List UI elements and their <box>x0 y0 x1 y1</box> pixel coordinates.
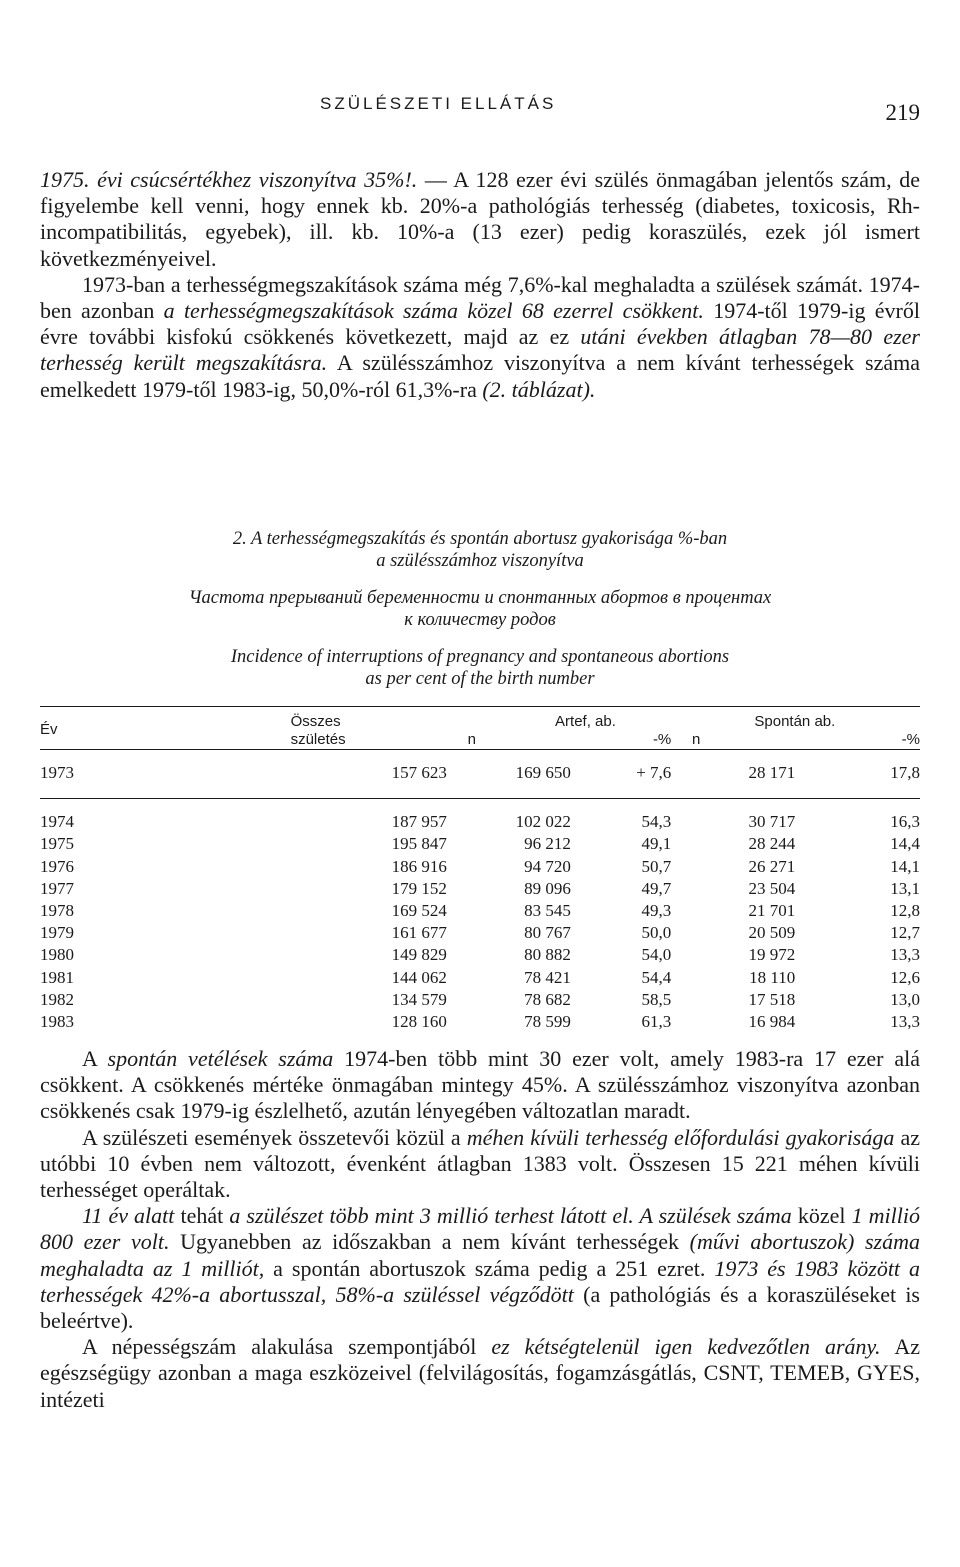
cell-spontan-n: 17 518 <box>748 989 796 1009</box>
cell-artef-n: 80 767 <box>524 923 571 943</box>
cell-spontan-n: 28 244 <box>748 834 796 854</box>
cell-spontan-n: 28 171 <box>671 750 795 799</box>
cell-spontan-n: 30 717 <box>671 799 795 834</box>
caption-hungarian-line-1: 2. A terhességmegszakítás és spontán abortusz gyakorisága %-ban <box>232 529 728 549</box>
text-run: Ugyanebben az időszakban a nem kívánt terhességek <box>169 1229 690 1255</box>
paragraph-4 <box>40 1125 920 1204</box>
text-run: (a pathológiás és a koraszüléseket is beleértve). <box>40 1281 920 1334</box>
intro-text <box>40 167 920 403</box>
caption-russian-line-2: к количеству родов <box>404 610 556 630</box>
cell-artef-pct: 50,7 <box>641 856 672 876</box>
births-label-1: Összes <box>290 713 341 730</box>
cell-year: 1975 <box>40 834 74 854</box>
text-run: 1974-től 1979-ig évről évre további kisfokú csökkenés következett, majd az ez <box>40 298 920 350</box>
table-row-1973 <box>40 750 920 799</box>
cell-spontan-pct: 13,3 <box>890 1012 920 1032</box>
cell-artef-n: 89 096 <box>524 878 571 898</box>
table-row <box>40 799 920 834</box>
cell-artef-n: 78 421 <box>524 967 571 987</box>
cell-spontan-pct: 14,1 <box>890 856 920 876</box>
running-title: SZÜLÉSZETI ELLÁTÁS <box>320 94 557 113</box>
cell-artef-n: 78 599 <box>524 1012 571 1032</box>
cell-artef-pct: 54,3 <box>571 799 671 834</box>
cell-artef-pct: 49,7 <box>641 878 672 898</box>
emphasis: utáni években átlagban 78—80 ezer terhesség került megszakításra. <box>40 324 920 376</box>
paragraph-1 <box>40 167 920 272</box>
text-run: 1974-ben több mint 30 ezer volt, amely 1983-ra 17 ezer alá csökkent. A csökkenés mértéke önmagában mintegy 45%. A szülésszámhoz viszonyítva azonban csökkenés csak 1979-ig észlelhető, azután lényegében változatlan maradt. <box>40 1046 920 1124</box>
emphasis: a szülészet több mint 3 millió terhest látott el. A szülések száma <box>229 1203 792 1229</box>
paragraph-2 <box>40 272 920 403</box>
emphasis: (művi abortuszok) száma meghaladta az 1 milliót, <box>40 1229 920 1281</box>
cell-artef-n: 102 022 <box>447 799 571 834</box>
cell-year: 1982 <box>40 989 74 1009</box>
table-row <box>40 922 920 944</box>
table-caption <box>40 528 920 690</box>
cell-artef-n: 169 650 <box>447 750 571 799</box>
cell-artef-n: 83 545 <box>524 901 571 921</box>
emphasis: méhen kívüli terhesség előfordulási gyakorisága <box>466 1124 895 1150</box>
births-label-2: születés <box>290 731 346 748</box>
cell-spontan-n: 19 972 <box>748 945 796 965</box>
cell-spontan-n: 20 509 <box>748 923 796 943</box>
cell-spontan-pct: 12,7 <box>890 923 920 943</box>
emphasis: 1975. évi csúcsértékhez viszonyítva 35%!. <box>40 167 418 192</box>
caption-russian-line-1: Частота прерываний беременности и спонтанных абортов в процентах <box>188 588 772 608</box>
cell-year: 1976 <box>40 856 74 876</box>
paragraph-3 <box>40 1046 920 1125</box>
paragraph-6 <box>40 1334 920 1413</box>
cell-spontan-n: 23 504 <box>748 878 796 898</box>
cell-artef-n: 78 682 <box>524 989 571 1009</box>
cell-births: 161 677 <box>391 923 447 943</box>
cell-artef-n: 80 882 <box>524 945 571 965</box>
table-header-row <box>40 707 920 750</box>
text-run: tehát <box>174 1203 230 1229</box>
cell-births: 187 957 <box>111 799 447 834</box>
artef-n-label: n <box>467 731 476 748</box>
column-header-artef-n <box>447 707 616 750</box>
cell-births: 134 579 <box>391 989 447 1009</box>
column-header-year: Év <box>40 707 111 750</box>
table-row <box>40 967 920 989</box>
cell-births: 128 160 <box>391 1012 447 1032</box>
cell-artef-pct: 49,1 <box>641 834 672 854</box>
spontan-n-label: n <box>691 731 701 748</box>
cell-births: 157 623 <box>111 750 447 799</box>
text-run: A szülésszámhoz viszonyítva a nem kívánt terhességek száma emelkedett 1979-től 1983-ig, 50,0%-ról 61,3%-ra <box>40 350 920 402</box>
cell-births: 186 916 <box>391 856 447 876</box>
caption-hungarian-line-2: a szülésszámhoz viszonyítva <box>376 551 584 571</box>
emphasis: 1973 és 1983 között a terhességek 42%-a abortusszal, 58%-a szüléssel végződött <box>40 1255 920 1307</box>
emphasis: a terhességmegszakítások száma közel 68 ezerrel csökkent. <box>163 298 704 324</box>
cell-births: 195 847 <box>391 834 447 854</box>
table-row <box>40 878 920 900</box>
emphasis: 11 év alatt <box>82 1203 175 1229</box>
table-row <box>40 900 920 922</box>
cell-artef-n: 94 720 <box>524 856 571 876</box>
cell-year: 1981 <box>40 967 74 987</box>
cell-year: 1973 <box>40 750 111 799</box>
cell-spontan-n: 21 701 <box>748 901 796 921</box>
cell-artef-pct: 49,3 <box>641 901 672 921</box>
book-page <box>40 0 920 1567</box>
data-table <box>40 706 920 1033</box>
text-run: a spontán abortuszok száma pedig a 251 ezret. <box>264 1255 715 1281</box>
cell-spontan-pct: 16,3 <box>795 799 920 834</box>
cell-artef-pct: 54,0 <box>641 945 672 965</box>
page-number: 219 <box>885 100 920 125</box>
text-run: A szülészeti események összetevői közül a <box>82 1124 467 1150</box>
emphasis: spontán vetélések száma <box>107 1046 334 1071</box>
artef-label: Artef, ab. <box>555 713 616 730</box>
text-run: az utóbbi 10 évben nem változott, évenként átlagban 1383 volt. Összesen 15 221 méhen kívüli terhességet operáltak. <box>40 1124 920 1203</box>
text-run: 1973-ban a terhességmegszakítások száma még 7,6%-kal meghaladta a szülések számát. 1974-ben azonban <box>40 271 920 324</box>
cell-spontan-pct: 14,4 <box>890 834 920 854</box>
caption-english-line-1: Incidence of interruptions of pregnancy and spontaneous abortions <box>230 647 730 667</box>
cell-artef-pct: 58,5 <box>641 989 672 1009</box>
cell-births: 144 062 <box>391 967 447 987</box>
cell-year: 1979 <box>40 923 74 943</box>
cell-spontan-n: 26 271 <box>748 856 796 876</box>
table-row <box>40 833 920 855</box>
cell-year: 1977 <box>40 878 74 898</box>
paragraph-5 <box>40 1203 920 1334</box>
closing-text <box>40 1046 920 1413</box>
cell-year: 1980 <box>40 945 74 965</box>
cell-spontan-n: 16 984 <box>748 1012 796 1032</box>
caption-english-line-2: as per cent of the birth number <box>365 669 595 689</box>
cell-artef-pct: 54,4 <box>641 967 672 987</box>
abortion-table <box>40 706 920 1033</box>
cell-spontan-n: 18 110 <box>749 967 796 987</box>
cell-spontan-pct: 17,8 <box>795 750 920 799</box>
cell-spontan-pct: 12,6 <box>890 967 920 987</box>
cell-spontan-pct: 13,1 <box>890 878 920 898</box>
text-run: közel <box>791 1203 852 1229</box>
spontan-label: Spontán ab. <box>754 713 836 730</box>
page-header <box>40 88 920 128</box>
cell-artef-n: 96 212 <box>524 834 571 854</box>
table-row <box>40 1011 920 1033</box>
column-header-spontan-pct: -% <box>795 707 920 750</box>
cell-artef-pct: 50,0 <box>641 923 672 943</box>
text-run: A népességszám alakulása szempontjából <box>82 1334 492 1360</box>
cell-year: 1974 <box>40 799 111 834</box>
table-body <box>40 750 920 1034</box>
column-header-spontan-n <box>671 707 836 750</box>
text-run: A <box>82 1046 108 1071</box>
cell-artef-pct: + 7,6 <box>571 750 671 799</box>
cell-spontan-pct: 13,0 <box>890 989 920 1009</box>
text-run: Az egészségügy azonban a maga eszközeivel (felvilágosítás, fogamzásgátlás, CSNT, TEMEB, GYES, intézeti <box>40 1334 920 1412</box>
emphasis: 1 millió 800 ezer volt. <box>40 1203 920 1255</box>
emphasis: ez kétségtelenül igen kedvezőtlen arány. <box>491 1334 881 1360</box>
table-row <box>40 989 920 1011</box>
table-reference: (2. táblázat). <box>482 376 596 402</box>
table-row <box>40 944 920 966</box>
cell-births: 179 152 <box>391 878 447 898</box>
table-row <box>40 856 920 878</box>
cell-births: 149 829 <box>391 945 447 965</box>
cell-births: 169 524 <box>391 901 447 921</box>
cell-artef-pct: 61,3 <box>641 1012 672 1032</box>
cell-spontan-pct: 12,8 <box>890 901 920 921</box>
column-header-births <box>111 707 447 750</box>
cell-year: 1983 <box>40 1012 74 1032</box>
cell-spontan-pct: 13,3 <box>890 945 920 965</box>
column-header-artef-pct: -% <box>571 707 671 750</box>
cell-year: 1978 <box>40 901 74 921</box>
text-run: — A 128 ezer évi szülés önmagában jelentős szám, de figyelembe kell venni, hogy ennek kb. 20%-a pathológiás terhesség (diabetes, toxicosis, Rh-incompatibilitás, egyebek), ill. kb. 10%-a (13 ezer) pedig koraszülés, ezek jól ismert következményeivel. <box>40 167 920 271</box>
